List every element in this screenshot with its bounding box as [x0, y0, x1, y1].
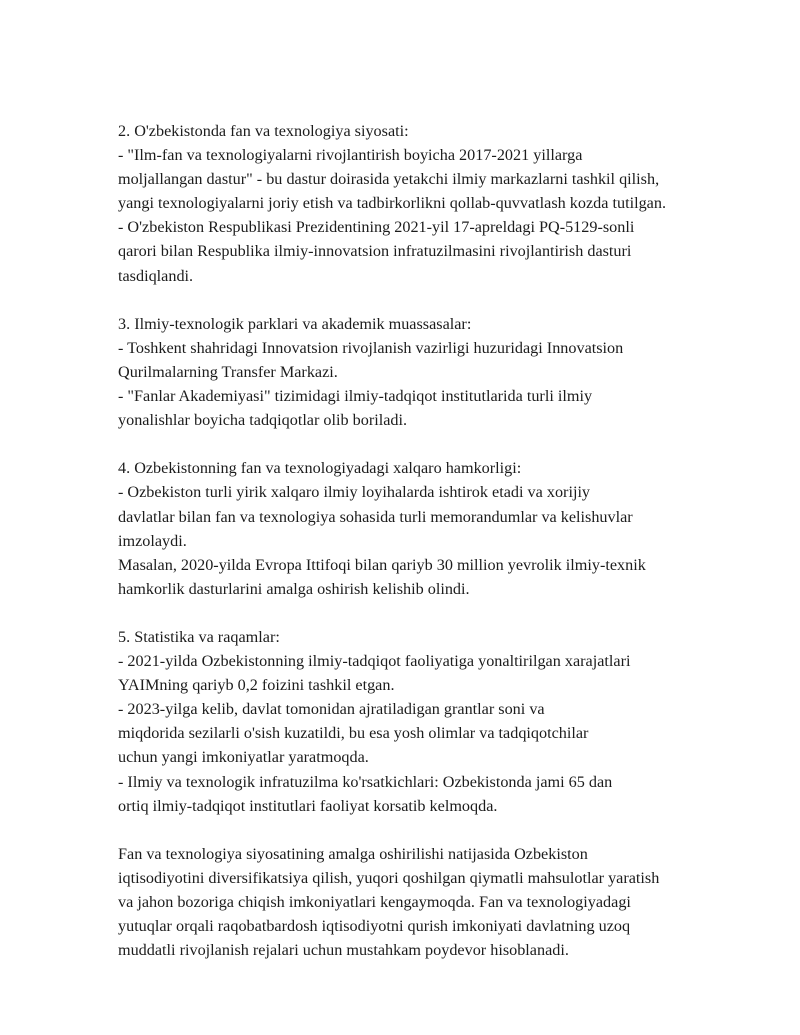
- text-line: moljallangan dastur" - bu dastur doirasida yetakchi ilmiy markazlarni tashkil qilish,: [118, 170, 660, 189]
- text-line: - Toshkent shahridagi Innovatsion rivojlanish vazirligi huzuridagi Innovatsion: [118, 338, 624, 357]
- text-line: 3. Ilmiy-texnologik parklari va akademik muassasalar:: [118, 314, 472, 333]
- text-line: - "Ilm-fan va texnologiyalarni rivojlantirish boyicha 2017-2021 yillarga: [118, 146, 583, 165]
- document-body: [118, 119, 758, 962]
- text-line: - "Fanlar Akademiyasi" tizimidagi ilmiy-tadqiqot institutlarida turli ilmiy: [118, 387, 593, 406]
- text-line: - O'zbekiston Respublikasi Prezidentining 2021-yil 17-apreldagi PQ-5129-sonli: [118, 218, 635, 237]
- text-line: yangi texnologiyalarni joriy etish va tadbirkorlikni qollab-quvvatlash kozda tutilgan.: [118, 194, 667, 213]
- text-line: - 2021-yilda Ozbekistonning ilmiy-tadqiqot faoliyatiga yonaltirilgan xarajatlari: [118, 652, 631, 671]
- text-line: 2. O'zbekistonda fan va texnologiya siyosati:: [118, 122, 409, 140]
- blank-line: [118, 432, 758, 456]
- text-line: Masalan, 2020-yilda Evropa Ittifoqi bilan qariyb 30 million yevrolik ilmiy-texnik: [118, 555, 646, 574]
- text-line: yonalishlar boyicha tadqiqotlar olib boriladi.: [118, 411, 408, 430]
- text-line: ortiq ilmiy-tadqiqot institutlari faoliyat korsatib kelmoqda.: [118, 796, 498, 815]
- blank-line: [118, 818, 758, 842]
- text-line: uchun yangi imkoniyatlar yaratmoqda.: [118, 748, 369, 767]
- text-line: 5. Statistika va raqamlar:: [118, 627, 280, 646]
- text-line: - Ilmiy va texnologik infratuzilma ko'rsatkichlari: Ozbekistonda jami 65 dan: [118, 772, 613, 791]
- text-line: hamkorlik dasturlarini amalga oshirish kelishib olindi.: [118, 579, 470, 598]
- text-line: Fan va texnologiya siyosatining amalga oshirilishi natijasida Ozbekiston: [118, 844, 588, 863]
- text-line: miqdorida sezilarli o'sish kuzatildi, bu esa yosh olimlar va tadqiqotchilar: [118, 724, 589, 743]
- text-line: qarori bilan Respublika ilmiy-innovatsion infratuzilmasini rivojlantirish dasturi: [118, 242, 632, 261]
- text-line: davlatlar bilan fan va texnologiya sohasida turli memorandumlar va kelishuvlar: [118, 507, 633, 526]
- text-line: muddatli rivojlanish rejalari uchun mustahkam poydevor hisoblanadi.: [118, 941, 569, 960]
- text-line: iqtisodiyotini diversifikatsiya qilish, yuqori qoshilgan qiymatli mahsulotlar yaratish: [118, 868, 660, 887]
- blank-line: [118, 288, 758, 312]
- text-line: Qurilmalarning Transfer Markazi.: [118, 362, 338, 381]
- text-line: va jahon bozoriga chiqish imkoniyatlari kengaymoqda. Fan va texnologiyadagi: [118, 893, 631, 911]
- text-line: YAIMning qariyb 0,2 foizini tashkil etgan.: [118, 676, 395, 695]
- blank-line: [118, 601, 758, 625]
- text-line: imzolaydi.: [118, 531, 187, 550]
- text-line: tasdiqlandi.: [118, 266, 194, 285]
- text-line: yutuqlar orqali raqobatbardosh iqtisodiyotni qurish imkoniyati davlatning uzoq: [118, 917, 631, 936]
- text-line: 4. Ozbekistonning fan va texnologiyadagi xalqaro hamkorligi:: [118, 459, 522, 478]
- text-line: - Ozbekiston turli yirik xalqaro ilmiy loyihalarda ishtirok etadi va xorijiy: [118, 483, 591, 502]
- text-line: - 2023-yilga kelib, davlat tomonidan ajratiladigan grantlar soni va: [118, 700, 545, 719]
